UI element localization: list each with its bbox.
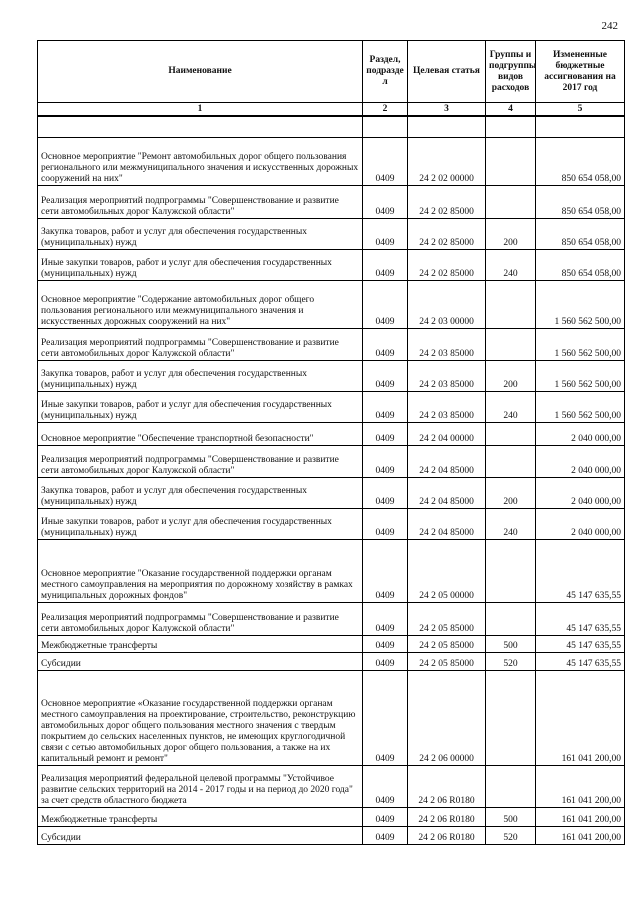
row-target: 24 2 05 85000 — [408, 636, 486, 653]
row-name: Субсидии — [38, 827, 363, 845]
table-row — [38, 361, 625, 392]
row-section: 0409 — [363, 361, 408, 392]
table-row — [38, 827, 625, 845]
page-number: 242 — [601, 20, 618, 32]
row-name: Межбюджетные трансферты — [38, 636, 363, 653]
row-section: 0409 — [363, 808, 408, 827]
row-amount: 850 654 058,00 — [536, 250, 625, 281]
table-row — [38, 766, 625, 808]
header-target: Целевая статья — [408, 41, 486, 103]
row-target: 24 2 04 00000 — [408, 423, 486, 446]
row-target: 24 2 06 R0180 — [408, 827, 486, 845]
table-row — [38, 219, 625, 250]
row-name: Закупка товаров, работ и услуг для обеспечения государственных (муниципальных) нужд — [38, 361, 363, 392]
row-group — [486, 186, 536, 219]
row-group — [486, 540, 536, 603]
row-section: 0409 — [363, 671, 408, 766]
row-section: 0409 — [363, 509, 408, 540]
table-body — [38, 116, 625, 845]
table-row — [38, 423, 625, 446]
row-section: 0409 — [363, 446, 408, 478]
column-number: 4 — [486, 103, 536, 117]
row-group: 520 — [486, 827, 536, 845]
row-amount: 850 654 058,00 — [536, 186, 625, 219]
row-target: 24 2 02 00000 — [408, 138, 486, 186]
row-target: 24 2 06 00000 — [408, 671, 486, 766]
header-name: Наименование — [38, 41, 363, 103]
row-group — [486, 423, 536, 446]
row-group — [486, 766, 536, 808]
table-row — [38, 540, 625, 603]
row-name: Закупка товаров, работ и услуг для обеспечения государственных (муниципальных) нужд — [38, 219, 363, 250]
row-name: Реализация мероприятий подпрограммы "Совершенствование и развитие сети автомобильных дорог Калужской области" — [38, 329, 363, 361]
table-row — [38, 281, 625, 329]
row-name: Иные закупки товаров, работ и услуг для обеспечения государственных (муниципальных) нужд — [38, 250, 363, 281]
column-number-row — [38, 103, 625, 117]
column-number: 5 — [536, 103, 625, 117]
row-amount: 45 147 635,55 — [536, 540, 625, 603]
table-row — [38, 653, 625, 671]
row-group: 200 — [486, 361, 536, 392]
row-group: 240 — [486, 250, 536, 281]
row-group — [486, 281, 536, 329]
row-amount: 2 040 000,00 — [536, 423, 625, 446]
row-group: 500 — [486, 636, 536, 653]
header-groups: Группы и подгруппы видов расходов — [486, 41, 536, 103]
row-name: Субсидии — [38, 653, 363, 671]
row-section: 0409 — [363, 766, 408, 808]
column-number: 2 — [363, 103, 408, 117]
row-amount: 1 560 562 500,00 — [536, 281, 625, 329]
row-name: Закупка товаров, работ и услуг для обеспечения государственных (муниципальных) нужд — [38, 478, 363, 509]
row-target: 24 2 03 00000 — [408, 281, 486, 329]
row-target: 24 2 04 85000 — [408, 478, 486, 509]
row-amount: 850 654 058,00 — [536, 219, 625, 250]
table-header-row — [38, 41, 625, 103]
row-group: 240 — [486, 392, 536, 423]
row-target: 24 2 05 85000 — [408, 603, 486, 636]
row-group: 500 — [486, 808, 536, 827]
row-target: 24 2 02 85000 — [408, 250, 486, 281]
row-amount: 2 040 000,00 — [536, 446, 625, 478]
row-name: Реализация мероприятий подпрограммы "Совершенствование и развитие сети автомобильных дорог Калужской области" — [38, 603, 363, 636]
row-section: 0409 — [363, 186, 408, 219]
row-section: 0409 — [363, 827, 408, 845]
table-row — [38, 636, 625, 653]
table-row — [38, 250, 625, 281]
row-target: 24 2 04 85000 — [408, 509, 486, 540]
row-target: 24 2 03 85000 — [408, 392, 486, 423]
row-target: 24 2 06 R0180 — [408, 766, 486, 808]
row-amount: 1 560 562 500,00 — [536, 392, 625, 423]
table-row — [38, 186, 625, 219]
row-group: 200 — [486, 219, 536, 250]
row-name: Основное мероприятие "Обеспечение транспортной безопасности" — [38, 423, 363, 446]
row-group — [486, 603, 536, 636]
header-section: Раздел, подразде л — [363, 41, 408, 103]
table-row — [38, 446, 625, 478]
row-name: Основное мероприятие "Содержание автомобильных дорог общего пользования регионального или межмуниципального значения и искусственных дорожных сооружений на них" — [38, 281, 363, 329]
table-row — [38, 671, 625, 766]
row-amount: 850 654 058,00 — [536, 138, 625, 186]
row-target: 24 2 05 85000 — [408, 653, 486, 671]
row-name: Иные закупки товаров, работ и услуг для обеспечения государственных (муниципальных) нужд — [38, 392, 363, 423]
row-target: 24 2 06 R0180 — [408, 808, 486, 827]
row-amount: 2 040 000,00 — [536, 478, 625, 509]
row-amount: 45 147 635,55 — [536, 636, 625, 653]
row-group: 240 — [486, 509, 536, 540]
row-target: 24 2 02 85000 — [408, 219, 486, 250]
row-group — [486, 446, 536, 478]
table-row — [38, 603, 625, 636]
row-section: 0409 — [363, 329, 408, 361]
row-section: 0409 — [363, 138, 408, 186]
row-target: 24 2 03 85000 — [408, 361, 486, 392]
table-row — [38, 478, 625, 509]
row-amount: 2 040 000,00 — [536, 509, 625, 540]
header-amount: Измененные бюджетные ассигнования на 2017 год — [536, 41, 625, 103]
row-amount: 161 041 200,00 — [536, 671, 625, 766]
row-section: 0409 — [363, 636, 408, 653]
column-number: 3 — [408, 103, 486, 117]
row-name: Основное мероприятие "Оказание государственной поддержки органам местного самоуправления на мероприятия по дорожному хозяйству в рамках муниципальных дорожных фондов" — [38, 540, 363, 603]
table-row — [38, 392, 625, 423]
row-target: 24 2 03 85000 — [408, 329, 486, 361]
row-group — [486, 329, 536, 361]
row-amount: 1 560 562 500,00 — [536, 329, 625, 361]
row-group: 200 — [486, 478, 536, 509]
table-row — [38, 509, 625, 540]
row-name: Основное мероприятие «Оказание государственной поддержки органам местного самоуправления на проектирование, строительство, реконструкцию автомобильных дорог общего пользования местного значения с твердым покрытием до сельских населенных пунктов, не имеющих круглогодичной связи с сетью автомобильных дорог общего пользования, а также на их капитальный ремонт и ремонт" — [38, 671, 363, 766]
row-section: 0409 — [363, 423, 408, 446]
row-group: 520 — [486, 653, 536, 671]
row-group — [486, 138, 536, 186]
row-section: 0409 — [363, 478, 408, 509]
row-section: 0409 — [363, 392, 408, 423]
row-name: Реализация мероприятий подпрограммы "Совершенствование и развитие сети автомобильных дорог Калужской области" — [38, 186, 363, 219]
row-amount: 161 041 200,00 — [536, 827, 625, 845]
row-name: Основное мероприятие "Ремонт автомобильных дорог общего пользования регионального или межмуниципального значения и искусственных дорожных сооружений на них" — [38, 138, 363, 186]
table-row — [38, 329, 625, 361]
budget-table — [37, 40, 625, 845]
row-section: 0409 — [363, 281, 408, 329]
row-group — [486, 671, 536, 766]
row-section: 0409 — [363, 250, 408, 281]
row-amount: 45 147 635,55 — [536, 603, 625, 636]
spacer-row — [38, 116, 625, 138]
row-amount: 45 147 635,55 — [536, 653, 625, 671]
column-number: 1 — [38, 103, 363, 117]
row-target: 24 2 05 00000 — [408, 540, 486, 603]
table-row — [38, 808, 625, 827]
row-section: 0409 — [363, 603, 408, 636]
row-amount: 1 560 562 500,00 — [536, 361, 625, 392]
row-section: 0409 — [363, 540, 408, 603]
row-target: 24 2 02 85000 — [408, 186, 486, 219]
row-amount: 161 041 200,00 — [536, 808, 625, 827]
row-name: Межбюджетные трансферты — [38, 808, 363, 827]
row-name: Иные закупки товаров, работ и услуг для обеспечения государственных (муниципальных) нужд — [38, 509, 363, 540]
row-section: 0409 — [363, 219, 408, 250]
row-name: Реализация мероприятий федеральной целевой программы "Устойчивое развитие сельских территорий на 2014 - 2017 годы и на период до 2020 года" за счет средств областного бюджета — [38, 766, 363, 808]
row-section: 0409 — [363, 653, 408, 671]
row-target: 24 2 04 85000 — [408, 446, 486, 478]
row-name: Реализация мероприятий подпрограммы "Совершенствование и развитие сети автомобильных дорог Калужской области" — [38, 446, 363, 478]
row-amount: 161 041 200,00 — [536, 766, 625, 808]
table-row — [38, 138, 625, 186]
